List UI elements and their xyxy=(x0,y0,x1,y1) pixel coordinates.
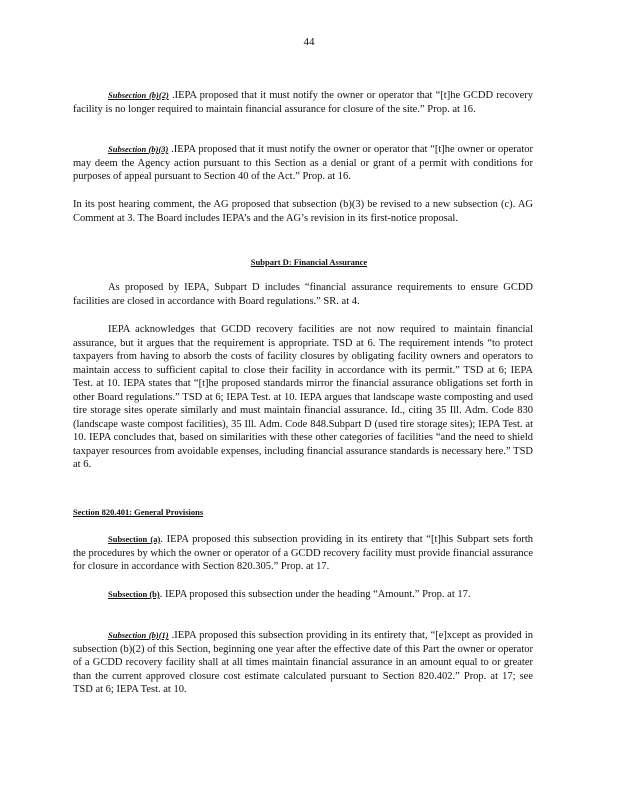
paragraph-text: As proposed by IEPA, Subpart D includes “financial assurance requirements to ensure GCDD facilities are closed in accordance with Board regulations.” SR. at 4. xyxy=(73,282,533,307)
subsection-label: Subsection (b)(2) xyxy=(108,90,169,100)
paragraph-text: . IEPA proposed this subsection providing in its entirety that “[t]his Subpart sets forth the procedures by which the owner or operator of a GCDD recovery facility must provide financial assurance for closure in accordance with Section 820.305.” Prop. at 17. xyxy=(73,534,533,572)
subsection-label: Subsection (b) xyxy=(108,589,160,599)
section-heading: Section 820.401: General Provisions xyxy=(73,507,204,517)
paragraph-text: IEPA acknowledges that GCDD recovery facilities are not now required to maintain financial assurance, but it argues that the requirement is appropriate. TSD at 6. The requirement intends “to protect taxpayers from having to absorb the costs of facility closures by obligating facility owners and operators to maintain access to sufficient capital to close their facility in accordance with its permit.” TSD at 6; IEPA Test. at 10. IEPA states that “[t]he proposed standards mirror the financial assurance obligations set forth in other Board regulations.” TSD at 6; IEPA Test. at 10. IEPA argues that landscape waste composting and used tire storage sites operate similarly and must maintain financial assurance. Id., citing 35 Ill. Adm. Code 830 (landscape waste compost facilities), 35 Ill. Adm. Code 848.Subpart D (used tire storage sites); IEPA Test. at 10. IEPA concludes that, based on similarities with these other categories of facilities “and the need to shield taxpayer resources from avoidable expenses, including financial assurance standards is necessary here.” TSD at 6. xyxy=(73,324,533,470)
paragraph-text: . IEPA proposed this subsection under the heading “Amount.” Prop. at 17. xyxy=(159,589,471,600)
paragraph-text: .IEPA proposed that it must notify the owner or operator that “[t]he GCDD recovery facility is no longer required to maintain financial assurance for closure of the site.” Prop. at 16. xyxy=(73,90,533,115)
paragraph-subsection-b xyxy=(73,588,533,602)
paragraph-subsection-b2 xyxy=(73,89,533,116)
subsection-label: Subsection (b)(1) xyxy=(108,630,169,640)
paragraph-ag-comment xyxy=(73,198,533,225)
paragraph-text: .IEPA proposed this subsection providing in its entirety that, “[e]xcept as provided in subsection (b)(2) of this Section, beginning one year after the effective date of this Part the owner or operator of a GCDD recovery facility shall at all times maintain financial assurance in an amount equal to or greater than the current approved closure cost estimate calculated pursuant to Section 820.402.” Prop. at 17; see TSD at 6; IEPA Test. at 10. xyxy=(73,630,533,695)
subpart-heading: Subpart D: Financial Assurance xyxy=(250,257,368,267)
paragraph-subsection-b1 xyxy=(73,629,533,697)
page-number: 44 xyxy=(303,36,315,48)
paragraph-subsection-b3 xyxy=(73,143,533,184)
subsection-label: Subsection (a) xyxy=(108,534,161,544)
paragraph-text: In its post hearing comment, the AG proposed that subsection (b)(3) be revised to a new subsection (c). AG Comment at 3. The Board includes IEPA’s and the AG’s revision in its first-notice proposal. xyxy=(73,199,533,224)
paragraph-text: .IEPA proposed that it must notify the owner or operator that “[t]he owner or operator may deem the Agency action pursuant to this Section as a denial or grant of a permit with conditions for purposes of appeal pursuant to Section 40 of the Act.” Prop. at 16. xyxy=(73,144,533,182)
paragraph-iepa-acknowledges xyxy=(73,323,533,472)
paragraph-subpart-intro xyxy=(73,281,533,308)
subsection-label: Subsection (b)(3) xyxy=(108,144,169,154)
paragraph-subsection-a xyxy=(73,533,533,574)
